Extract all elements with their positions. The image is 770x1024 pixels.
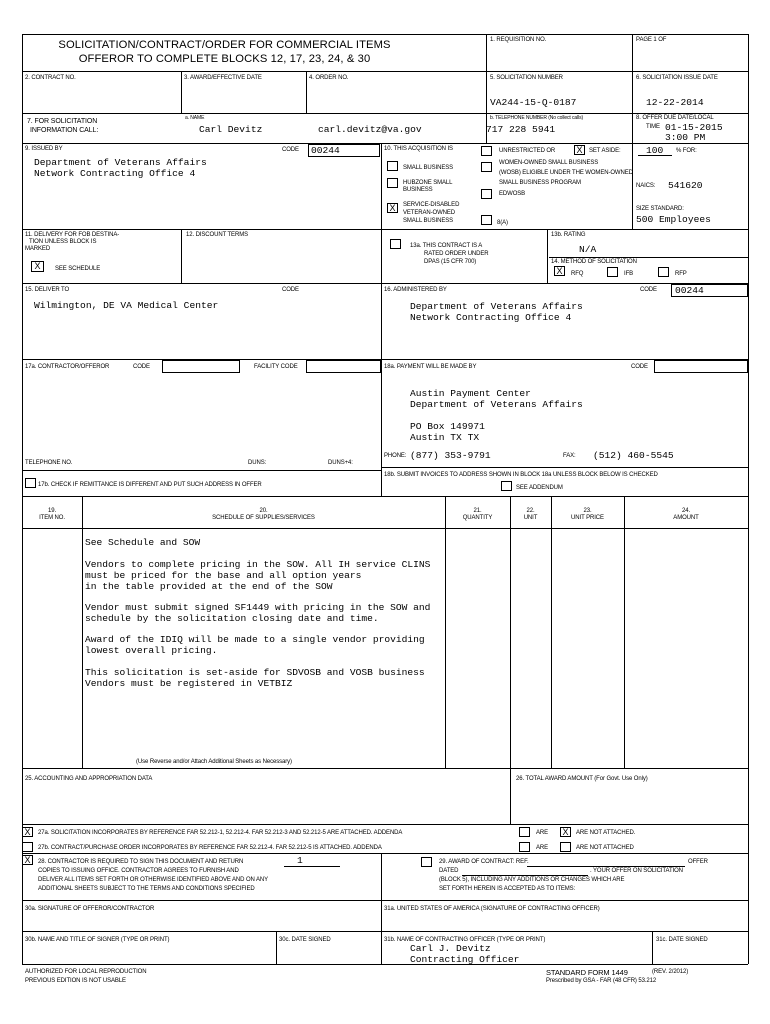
ifb-label: IFB xyxy=(624,271,634,277)
form-title-line2: OFFEROR TO COMPLETE BLOCKS 12, 17, 23, 24, & 30 xyxy=(78,53,371,65)
are-27a-checkbox[interactable] xyxy=(519,827,530,837)
payment-line3: PO Box 149971 xyxy=(410,421,485,432)
rule xyxy=(22,853,748,854)
footer-previous-edition: PREVIOUS EDITION IS NOT USABLE xyxy=(25,978,126,984)
page-label: PAGE 1 OF xyxy=(636,37,667,43)
contractor-sign-checkbox[interactable]: X xyxy=(22,855,33,865)
size-standard: 500 Employees xyxy=(636,214,711,225)
duns-label: DUNS: xyxy=(248,460,267,466)
rule xyxy=(551,496,552,768)
are-27b-checkbox[interactable] xyxy=(519,842,530,852)
rfp-label: RFP xyxy=(675,271,687,277)
ifb-checkbox[interactable] xyxy=(607,267,618,277)
reverse-note: (Use Reverse and/or Attach Additional Sheets as Necessary) xyxy=(136,759,292,765)
rule xyxy=(22,229,748,230)
award-date-label: 3. AWARD/EFFECTIVE DATE xyxy=(184,75,262,81)
rule xyxy=(22,900,748,901)
edwosb-checkbox[interactable] xyxy=(481,189,492,199)
rule xyxy=(82,496,83,768)
contractor-sign-text-2: COPIES TO ISSUING OFFICE. CONTRACTOR AGREES TO FURNISH AND xyxy=(38,868,239,874)
rule xyxy=(510,496,511,768)
unrestricted-label: UNRESTRICTED OR xyxy=(499,148,556,154)
addendum-label: SEE ADDENDUM xyxy=(516,485,563,491)
see-schedule-label: SEE SCHEDULE xyxy=(55,266,101,272)
issued-by-line1: Department of Veterans Affairs xyxy=(34,157,207,168)
requisition-no-label: 1. REQUISITION NO. xyxy=(490,37,547,43)
schedule-line: Vendor must submit signed SF1449 with pricing in the SOW and xyxy=(85,602,431,613)
sdvosb-label-3: SMALL BUSINESS xyxy=(403,218,454,224)
delivery-label: 11. DELIVERY FOR FOB DESTINA- xyxy=(25,232,120,238)
info-call-label: 7. FOR SOLICITATION xyxy=(27,118,98,125)
rule xyxy=(181,229,182,283)
contact-name-label: a. NAME xyxy=(185,115,205,121)
award-text-3: (BLOCK 5), INCLUDING ANY ADDITIONS OR CHANGES WHICH ARE xyxy=(439,877,625,883)
see-schedule-checkbox[interactable]: X xyxy=(31,261,44,272)
col-unit-price-num: 23. xyxy=(583,508,592,514)
rule xyxy=(306,71,307,113)
rule xyxy=(624,496,625,768)
schedule-line: Vendors must be registered in VETBIZ xyxy=(85,678,293,689)
rule xyxy=(381,143,382,496)
accounting-label: 25. ACCOUNTING AND APPROPRIATION DATA xyxy=(25,776,153,782)
sdvosb-label-2: VETERAN-OWNED xyxy=(403,210,456,216)
remittance-label: 17b. CHECK IF REMITTANCE IS DIFFERENT AND PUT SUCH ADDRESS IN OFFER xyxy=(38,482,262,488)
are-not-27b-checkbox[interactable] xyxy=(560,842,571,852)
code-box xyxy=(162,360,240,373)
wosb-label: WOMEN-OWNED SMALL BUSINESS xyxy=(499,160,599,166)
offer-due-time: 3:00 PM xyxy=(665,132,706,143)
form-title-line1: SOLICITATION/CONTRACT/ORDER FOR COMMERCIAL ITEMS xyxy=(58,39,391,51)
payment-code-label: CODE xyxy=(631,364,648,370)
order-no-label: 4. ORDER NO. xyxy=(309,75,349,81)
col-schedule: SCHEDULE OF SUPPLIES/SERVICES xyxy=(212,515,315,521)
rfq-label: RFQ xyxy=(571,271,584,277)
schedule-line: Vendors to complete pricing in the SOW. All IH service CLINS xyxy=(85,559,431,570)
eight-a-label: 8(A) xyxy=(497,220,508,226)
col-unit-price: UNIT PRICE xyxy=(571,515,604,521)
col-item-no: ITEM NO. xyxy=(39,515,65,521)
offer-due-date: 01-15-2015 xyxy=(665,122,723,133)
deliver-to-label: 15. DELIVER TO xyxy=(25,287,70,293)
col-quantity: QUANTITY xyxy=(462,515,493,521)
delivery-label-2: TION UNLESS BLOCK IS xyxy=(29,239,97,245)
small-business-checkbox[interactable] xyxy=(387,161,398,171)
solicitation-number: VA244-15-Q-0187 xyxy=(490,97,577,108)
rule xyxy=(22,768,748,769)
deliver-to-code-label: CODE xyxy=(282,287,299,293)
contact-phone: 717 228 5941 xyxy=(486,124,556,135)
schedule-line: lowest overall pricing. xyxy=(85,645,218,656)
award-text-4: SET FORTH HEREIN IS ACCEPTED AS TO ITEMS: xyxy=(439,886,576,892)
acquisition-label: 10. THIS ACQUISITION IS xyxy=(384,146,453,152)
copies-count: 1 xyxy=(297,855,303,866)
issued-by-code: 00244 xyxy=(311,145,340,156)
rated-order-label-3: DPAS (15 CFR 700) xyxy=(424,259,477,265)
rule xyxy=(748,34,749,964)
contractor-sign-text: 28. CONTRACTOR IS REQUIRED TO SIGN THIS DOCUMENT AND RETURN xyxy=(38,859,244,865)
issue-date-label: 6. SOLICITATION ISSUE DATE xyxy=(636,75,718,81)
solicitation-no-label: 5. SOLICITATION NUMBER xyxy=(490,75,563,81)
rule xyxy=(22,496,748,497)
col-item-no-num: 19. xyxy=(47,508,57,514)
payment-fax: (512) 460-5545 xyxy=(593,450,674,461)
set-aside-label: SET ASIDE: xyxy=(589,148,621,154)
payment-line4: Austin TX TX xyxy=(410,432,480,443)
clause-27a-checkbox[interactable]: X xyxy=(22,827,33,837)
rfp-checkbox[interactable] xyxy=(658,267,669,277)
administered-by-code: 00244 xyxy=(675,285,704,296)
rule xyxy=(510,768,511,824)
contractor-label: 17a. CONTRACTOR/OFFEROR xyxy=(25,364,110,370)
set-aside-checkbox[interactable]: X xyxy=(574,145,585,155)
co-date-signed-label: 31c. DATE SIGNED xyxy=(656,937,708,943)
rule xyxy=(632,34,633,229)
offeror-signature-label: 30a. SIGNATURE OF OFFEROR/CONTRACTOR xyxy=(25,906,155,912)
code-box xyxy=(654,360,748,373)
schedule-line: must be priced for the base and all option years xyxy=(85,570,362,581)
underline xyxy=(284,866,340,867)
wosb-checkbox[interactable] xyxy=(481,162,492,172)
naics-label: NAICS: xyxy=(636,183,656,189)
addendum-checkbox[interactable] xyxy=(501,481,512,491)
schedule-line: schedule by the solicitation closing date and time. xyxy=(85,613,379,624)
clause-27a-text: 27a. SOLICITATION INCORPORATES BY REFERENCE FAR 52.212-1, 52.212-4. FAR 52.212-3 AND 52.212-5 ARE ATTACHED. ADDENDA xyxy=(38,830,403,836)
naics-code: 541620 xyxy=(668,180,703,191)
eight-a-checkbox[interactable] xyxy=(481,215,492,225)
rule xyxy=(22,113,748,114)
set-aside-percent: 100 xyxy=(646,145,664,156)
underline xyxy=(638,155,672,156)
issue-date: 12-22-2014 xyxy=(646,97,704,108)
co-name: Carl J. Devitz xyxy=(410,943,491,954)
remittance-checkbox[interactable] xyxy=(25,478,36,488)
are-27a-label: ARE xyxy=(536,830,549,836)
hubzone-label-2: BUSINESS xyxy=(403,187,433,193)
award-dated-label: DATED xyxy=(439,868,459,874)
contractor-sign-text-3: DELIVER ALL ITEMS SET FORTH OR OTHERWISE IDENTIFIED ABOVE AND ON ANY xyxy=(38,877,269,883)
schedule-line: Award of the IDIQ will be made to a single vendor providing xyxy=(85,634,425,645)
rule xyxy=(22,71,748,72)
contractor-sign-text-4: ADDITIONAL SHEETS SUBJECT TO THE TERMS AND CONDITIONS SPECIFIED xyxy=(38,886,255,892)
telephone-label: b. TELEPHONE NUMBER (No collect calls) xyxy=(490,115,584,121)
administered-by-line1: Department of Veterans Affairs xyxy=(410,301,583,312)
rule xyxy=(181,71,182,113)
delivery-label-3: MARKED xyxy=(25,246,51,252)
hubzone-label: HUBZONE SMALL xyxy=(403,180,453,186)
size-standard-label: SIZE STANDARD: xyxy=(636,206,684,212)
footer-authorized: AUTHORIZED FOR LOCAL REPRODUCTION xyxy=(25,969,147,975)
payment-fax-label: FAX: xyxy=(563,453,576,459)
footer-revision: (REV. 2/2012) xyxy=(652,969,689,975)
schedule-line: This solicitation is set-aside for SDVOSB and VOSB business xyxy=(85,667,425,678)
contact-email: carl.devitz@va.gov xyxy=(318,124,422,135)
award-offer-label: OFFER xyxy=(688,859,708,865)
rule xyxy=(22,359,748,360)
are-not-27a-label: ARE NOT ATTACHED. xyxy=(576,830,636,836)
offer-due-label: 8. OFFER DUE DATE/LOCAL xyxy=(636,115,714,121)
deliver-to-value: Wilmington, DE VA Medical Center xyxy=(34,300,219,311)
col-amount-num: 24. xyxy=(681,508,691,514)
rfq-checkbox[interactable]: X xyxy=(554,266,565,276)
rule xyxy=(445,496,446,768)
edwosb-label: EDWOSB xyxy=(499,191,526,197)
administered-by-label: 16. ADMINISTERED BY xyxy=(384,287,447,293)
invoice-label: 18b. SUBMIT INVOICES TO ADDRESS SHOWN IN BLOCK 18a UNLESS BLOCK BELOW IS CHECKED xyxy=(384,472,658,478)
offeror-date-signed-label: 30c. DATE SIGNED xyxy=(279,937,331,943)
telephone-no-label: TELEPHONE NO. xyxy=(25,460,73,466)
underline xyxy=(527,866,685,867)
award-text: 29. AWARD OF CONTRACT: REF. xyxy=(439,859,529,865)
rule xyxy=(22,931,748,932)
issued-by-label: 9. ISSUED BY xyxy=(25,146,63,152)
rule xyxy=(22,34,748,35)
col-unit-num: 22. xyxy=(526,508,535,514)
award-checkbox[interactable] xyxy=(421,857,432,867)
contact-name: Carl Devitz xyxy=(199,124,263,135)
rule xyxy=(381,853,382,964)
rule xyxy=(22,34,23,964)
col-quantity-num: 21. xyxy=(473,508,482,514)
info-call-label-2: INFORMATION CALL: xyxy=(30,127,99,134)
are-not-27a-checkbox[interactable]: X xyxy=(560,827,571,837)
administered-by-line2: Network Contracting Office 4 xyxy=(410,312,572,323)
sdvosb-checkbox[interactable]: X xyxy=(387,203,398,213)
payment-line2: Department of Veterans Affairs xyxy=(410,399,583,410)
co-title: Contracting Officer xyxy=(410,954,520,965)
discount-terms-label: 12. DISCOUNT TERMS xyxy=(186,232,248,238)
are-not-27b-label: ARE NOT ATTACHED xyxy=(576,845,634,851)
rating-value: N/A xyxy=(579,244,597,255)
wosb-label-2: (WOSB) ELIGIBLE UNDER THE WOMEN-OWNED xyxy=(499,170,633,176)
unrestricted-checkbox[interactable] xyxy=(481,146,492,156)
rule xyxy=(22,283,748,284)
rated-order-label-2: RATED ORDER UNDER xyxy=(424,251,489,257)
total-award-label: 26. TOTAL AWARD AMOUNT (For Govt. Use Only) xyxy=(516,776,648,782)
rule xyxy=(22,470,381,471)
rule xyxy=(22,143,748,144)
underline xyxy=(462,875,588,876)
schedule-line: in the table provided at the end of the SOW xyxy=(85,581,333,592)
payment-line1: Austin Payment Center xyxy=(410,388,531,399)
sdvosb-label: SERVICE-DISABLED xyxy=(403,202,460,208)
contract-no-label: 2. CONTRACT NO. xyxy=(25,75,76,81)
hubzone-checkbox[interactable] xyxy=(387,178,398,188)
wosb-label-3: SMALL BUSINESS PROGRAM xyxy=(499,180,581,186)
rule xyxy=(22,964,748,965)
payment-label: 18a. PAYMENT WILL BE MADE BY xyxy=(384,364,477,370)
percent-for-label: % FOR: xyxy=(676,148,697,154)
duns4-label: DUNS+4: xyxy=(328,460,353,466)
col-amount: AMOUNT xyxy=(673,515,699,521)
usa-signature-label: 31a. UNITED STATES OF AMERICA (SIGNATURE OF CONTRACTING OFFICER) xyxy=(384,906,600,912)
administered-code-label: CODE xyxy=(640,287,657,293)
rule xyxy=(547,229,548,283)
co-name-label: 31b. NAME OF CONTRACTING OFFICER (TYPE OR PRINT) xyxy=(384,937,546,943)
rule xyxy=(22,528,748,529)
facility-code-label: FACILITY CODE xyxy=(254,364,298,370)
issued-by-line2: Network Contracting Office 4 xyxy=(34,168,196,179)
method-label: 14. METHOD OF SOLICITATION xyxy=(551,259,637,265)
col-unit: UNIT xyxy=(523,515,538,521)
small-business-label: SMALL BUSINESS xyxy=(403,165,454,171)
rule xyxy=(652,931,653,964)
rated-order-label: 13a. THIS CONTRACT IS A xyxy=(410,243,483,249)
payment-phone-label: PHONE: xyxy=(384,453,407,459)
time-label: TIME xyxy=(646,124,660,130)
contractor-code-label: CODE xyxy=(133,364,150,370)
rating-label: 13b. RATING xyxy=(551,232,586,238)
rule xyxy=(276,931,277,964)
schedule-line: See Schedule and SOW xyxy=(85,537,201,548)
code-label: CODE xyxy=(282,147,299,153)
clause-27b-checkbox[interactable] xyxy=(22,842,33,852)
clause-27b-text: 27b. CONTRACT/PURCHASE ORDER INCORPORATES BY REFERENCE FAR 52.212-4. FAR 52.212-5 IS ATTACHED. ADDENDA xyxy=(38,845,382,851)
code-box xyxy=(306,360,381,373)
col-schedule-num: 20. xyxy=(259,508,268,514)
award-offer-on-solicitation: . YOUR OFFER ON SOLICITATION xyxy=(590,868,683,874)
rule xyxy=(22,824,748,825)
payment-phone: (877) 353-9791 xyxy=(410,450,491,461)
are-27b-label: ARE xyxy=(536,845,549,851)
rule xyxy=(381,467,748,468)
signer-name-label: 30b. NAME AND TITLE OF SIGNER (TYPE OR PRINT) xyxy=(25,937,170,943)
footer-form-number: STANDARD FORM 1449 xyxy=(546,968,628,977)
rated-order-checkbox[interactable] xyxy=(390,239,401,249)
footer-prescribed: Prescribed by GSA - FAR (48 CFR) 53.212 xyxy=(546,978,657,984)
rule xyxy=(549,257,748,258)
